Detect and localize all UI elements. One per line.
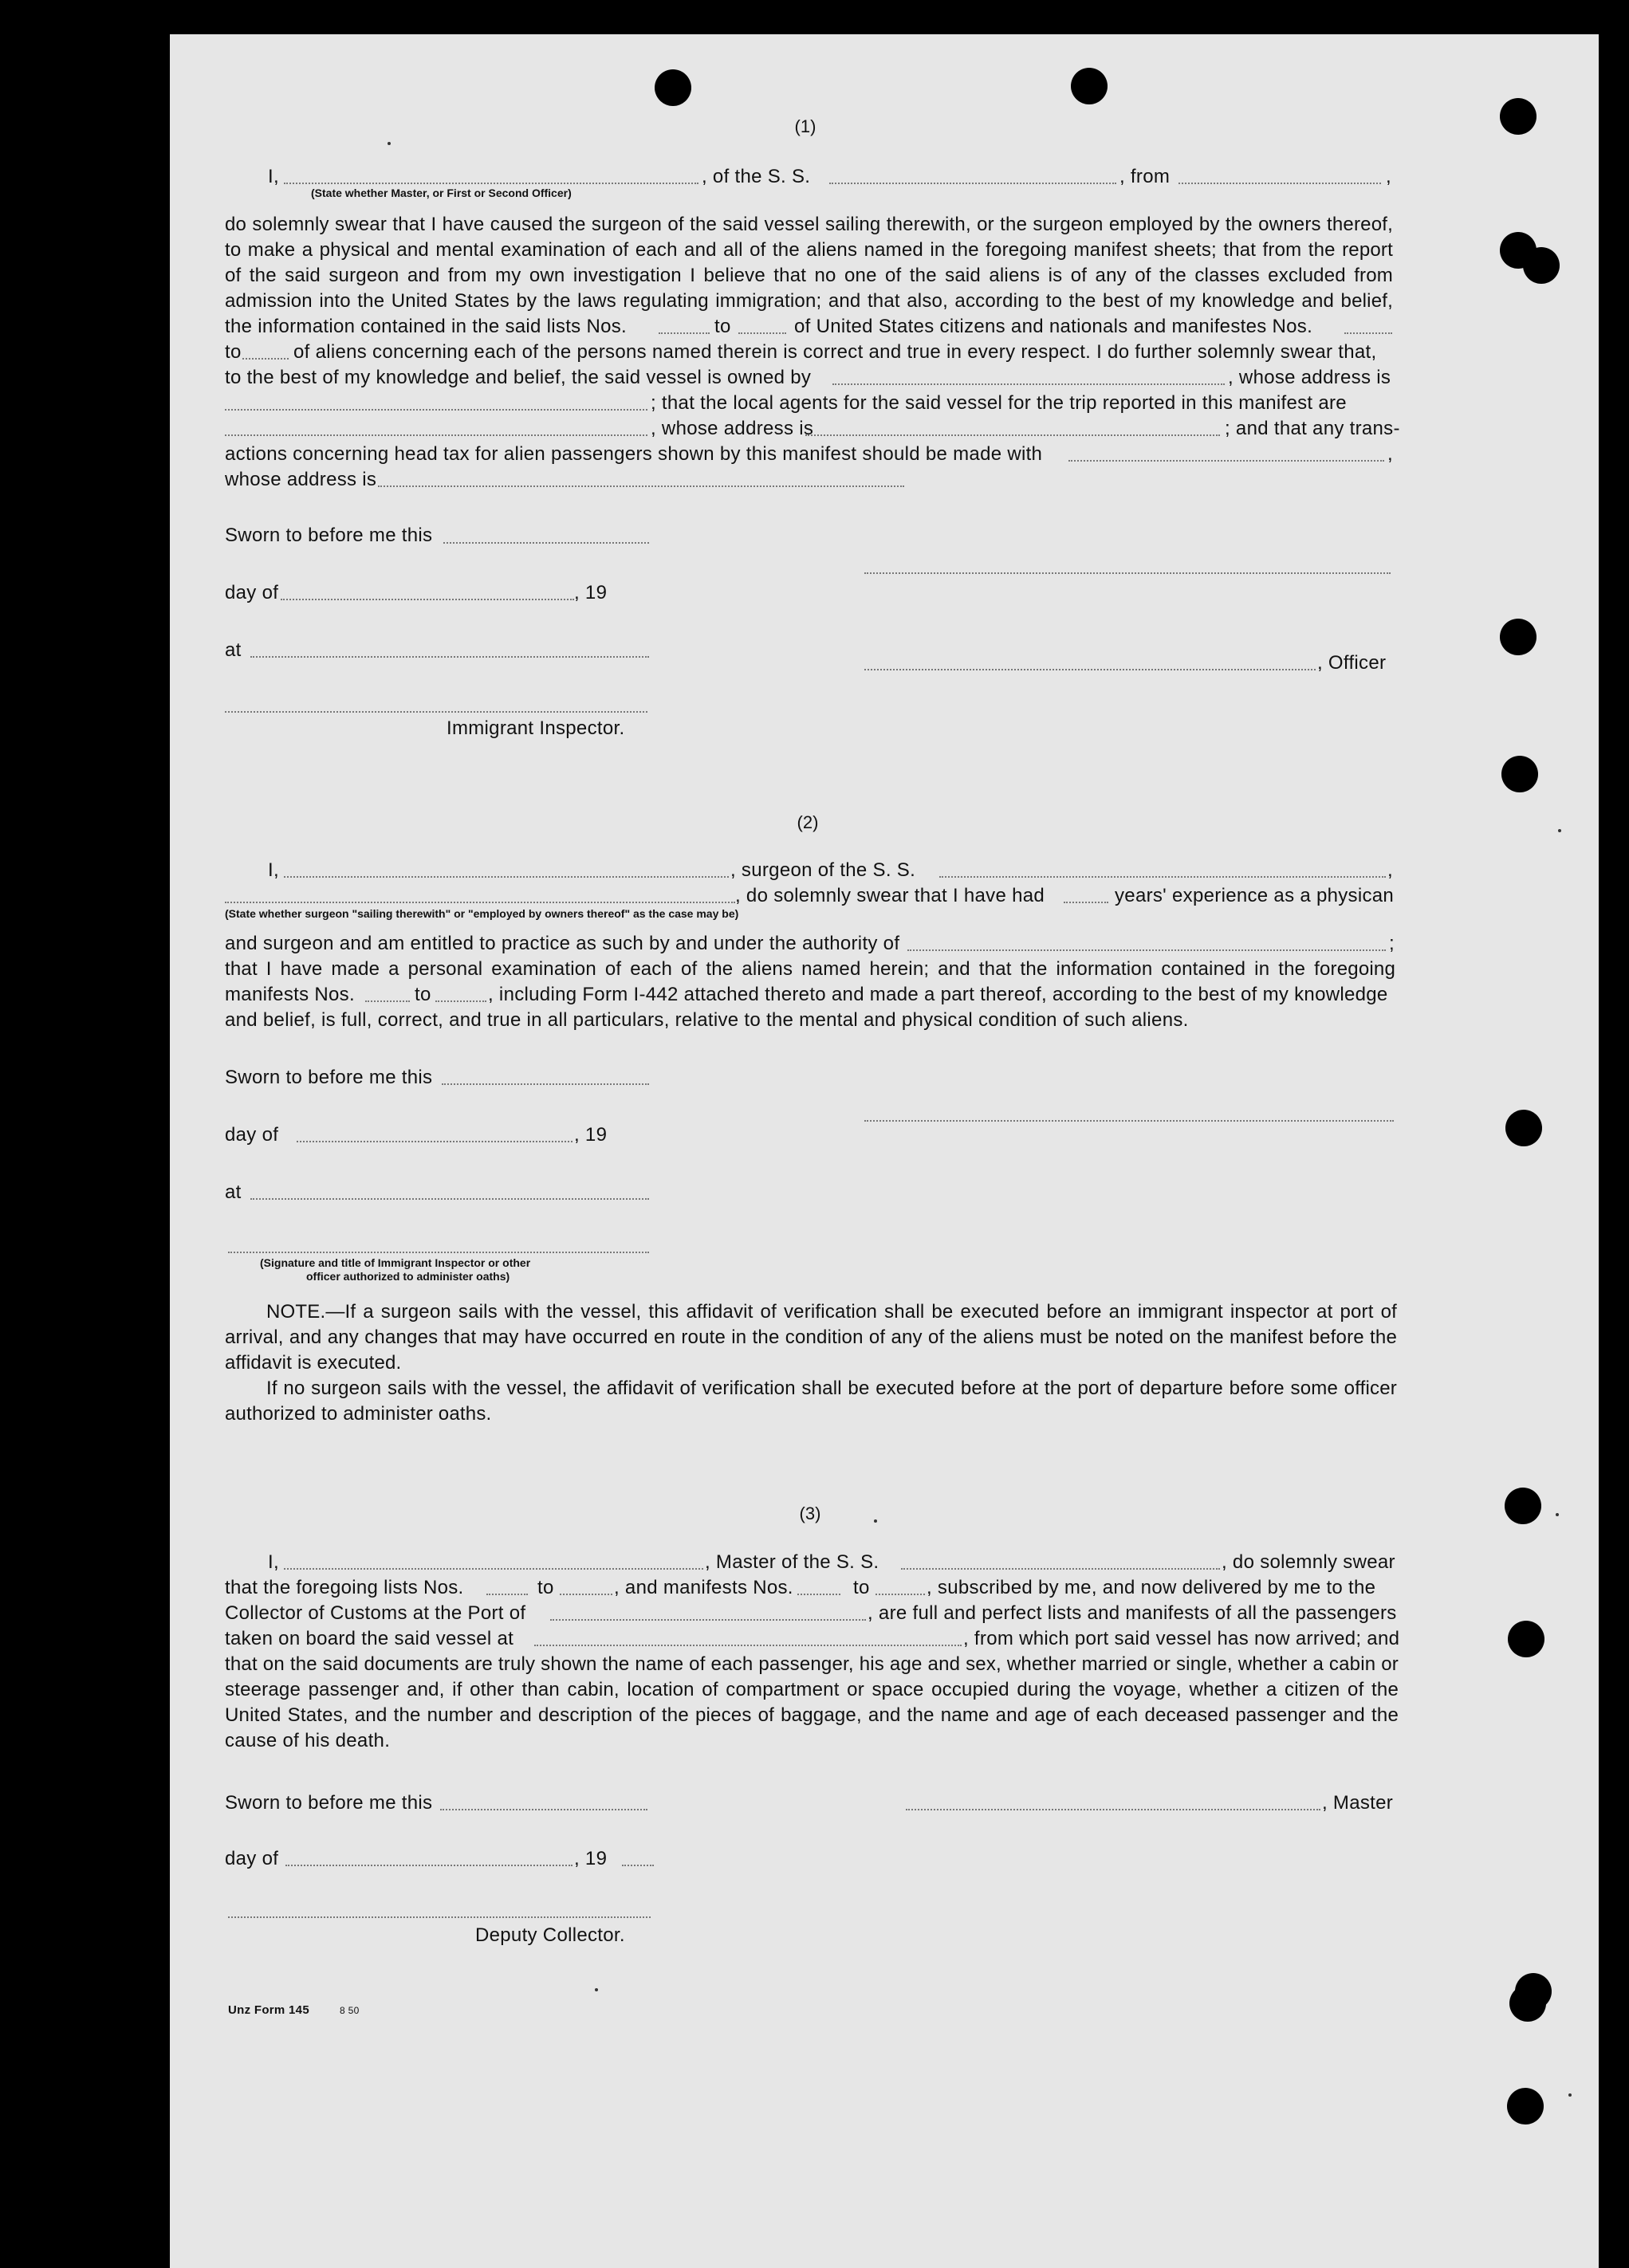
oath-text-line: to make a physical and mental examination of each and all of the aliens named in the foregoing manifest sheets; that from the report	[225, 239, 1393, 261]
oath-text: of aliens concerning each of the persons named therein is correct and true in every respect. I do further solemnly swear that,	[293, 341, 1377, 363]
oath-text: actions concerning head tax for alien passengers shown by this manifest should be made with	[225, 443, 1043, 465]
oath-text-line: that I have made a personal examination of each of the aliens named herein; and that the information contained in the foregoing	[225, 958, 1395, 980]
authority-field[interactable]	[907, 949, 1386, 951]
oath-text: Collector of Customs at the Port of	[225, 1602, 526, 1624]
vessel-name-field[interactable]	[901, 1568, 1220, 1570]
field-label: , from	[1119, 166, 1171, 187]
field-label: , of the S. S.	[702, 166, 811, 187]
field-label: , Master of the S. S.	[705, 1551, 879, 1573]
vessel-name-field[interactable]	[939, 876, 1386, 878]
speck	[874, 1519, 877, 1523]
jurat-label: , 19	[574, 582, 608, 603]
oath-text: cause of his death.	[225, 1730, 391, 1751]
list-to-field[interactable]	[738, 332, 786, 334]
punch-hole	[1500, 98, 1537, 135]
list-to-field[interactable]	[560, 1594, 612, 1595]
month-field[interactable]	[281, 599, 574, 600]
surgeon-name-field[interactable]	[284, 876, 729, 878]
oath-text: , and manifests Nos.	[614, 1577, 793, 1598]
oath-text: , do solemnly swear	[1222, 1551, 1395, 1573]
officer-signature-line[interactable]	[864, 572, 1391, 574]
punch-hole	[1505, 1488, 1541, 1524]
i-label: I,	[268, 166, 279, 187]
manifest-from-field[interactable]	[365, 1000, 410, 1002]
oath-text: to	[714, 316, 731, 337]
jurat-label: , 19	[574, 1124, 608, 1146]
speck	[1568, 2093, 1572, 2097]
punch-hole	[1500, 619, 1537, 655]
field-hint: (Signature and title of Immigrant Inspector or other	[260, 1256, 531, 1269]
manifest-to-field[interactable]	[242, 358, 289, 360]
oath-text: and belief, is full, correct, and true in all particulars, relative to the mental and physical condition of such aliens.	[225, 1009, 1189, 1031]
list-from-field[interactable]	[486, 1594, 528, 1595]
punch-hole	[1507, 2088, 1544, 2125]
head-tax-contact-field[interactable]	[1068, 460, 1384, 462]
oath-text-line: that on the said documents are truly shown the name of each passenger, his age and sex, whether married or single, whether a cabin or	[225, 1653, 1399, 1675]
oath-text: whose address is	[225, 469, 377, 490]
oath-text-line: steerage passenger and, if other than cabin, location of compartment or space occupied during the voyage, whether a citizen of the	[225, 1679, 1399, 1700]
officer-name-field[interactable]	[284, 183, 698, 184]
signature-caption: , Officer	[1317, 652, 1387, 674]
jurat-label: day of	[225, 1124, 279, 1146]
oath-text: the information contained in the said lists Nos.	[225, 316, 627, 337]
punch-hole	[1501, 756, 1538, 792]
oath-text: , are full and perfect lists and manifests of all the passengers	[868, 1602, 1397, 1624]
oath-text: taken on board the said vessel at	[225, 1628, 514, 1649]
jurat-label: Sworn to before me this	[225, 1067, 433, 1088]
oath-text: ; that the local agents for the said vessel for the trip reported in this manifest are	[651, 392, 1347, 414]
signature-caption: Immigrant Inspector.	[447, 717, 625, 739]
place-field[interactable]	[250, 1198, 649, 1200]
speck	[595, 1988, 598, 1991]
punch-hole	[1508, 1621, 1544, 1657]
master-name-field[interactable]	[284, 1568, 703, 1570]
i-label: I,	[268, 859, 279, 881]
manifest-to-field[interactable]	[875, 1594, 925, 1595]
oath-text: years' experience as a physican	[1115, 885, 1395, 906]
jurat-label: at	[225, 639, 242, 661]
field-hint: (State whether surgeon "sailing therewith" or "employed by owners thereof" as the case may be)	[225, 907, 739, 920]
punctuation: ,	[1387, 859, 1393, 881]
oath-text: to	[537, 1577, 554, 1598]
month-field[interactable]	[285, 1865, 573, 1866]
field-hint: (State whether Master, or First or Second Officer)	[311, 187, 572, 199]
oath-text-line: United States, and the number and description of the pieces of baggage, and the name and age of each deceased passenger and the	[225, 1704, 1399, 1726]
oath-text: , whose address is	[1228, 367, 1391, 388]
collector-signature-line[interactable]	[228, 1916, 651, 1918]
oath-text: that the foregoing lists Nos.	[225, 1577, 464, 1598]
punch-hole	[1505, 1110, 1542, 1146]
signature-caption: Deputy Collector.	[475, 1924, 625, 1946]
punch-hole	[655, 69, 691, 106]
punch-hole	[1515, 1973, 1552, 2010]
manifest-to-field[interactable]	[435, 1000, 486, 1002]
speck	[1558, 829, 1561, 832]
oath-text: to	[225, 341, 242, 363]
oath-text-line: do solemnly swear that I have caused the surgeon of the said vessel sailing therewith, or the surgeon employed by the owners thereof,	[225, 214, 1393, 235]
owner-field[interactable]	[832, 383, 1225, 385]
oath-text-line: admission into the United States by the laws regulating immigration; and that also, according to the best of my knowledge and belief,	[225, 290, 1393, 312]
sworn-day-field[interactable]	[442, 1083, 649, 1085]
owner-address-field[interactable]	[225, 409, 647, 411]
punch-hole	[1523, 247, 1560, 284]
surgeon-signature-line[interactable]	[864, 1120, 1394, 1122]
i-label: I,	[268, 1551, 279, 1573]
section-number: (1)	[794, 116, 816, 136]
oath-text: , from which port said vessel has now arrived; and	[963, 1628, 1400, 1649]
agents-field[interactable]	[225, 434, 647, 436]
form-date-code: 8 50	[340, 2005, 360, 2016]
oath-text: , whose address is	[651, 418, 814, 439]
speck	[388, 142, 391, 145]
surgeon-status-field[interactable]	[225, 902, 735, 903]
jurat-label: at	[225, 1181, 242, 1203]
jurat-label: Sworn to before me this	[225, 1792, 433, 1814]
signature-caption: , Master	[1322, 1792, 1394, 1814]
speck	[1556, 1513, 1559, 1516]
punctuation: ,	[1386, 166, 1391, 187]
from-port-field[interactable]	[1178, 183, 1381, 184]
jurat-label: , 19	[574, 1848, 608, 1869]
manifest-from-field[interactable]	[1344, 332, 1392, 334]
field-hint: officer authorized to administer oaths)	[306, 1270, 510, 1283]
punctuation: ;	[1389, 933, 1395, 954]
jurat-label: Sworn to before me this	[225, 525, 433, 546]
note-paragraph: If no surgeon sails with the vessel, the affidavit of verification shall be executed before at the port of departure before some officer authorized to administer oaths.	[225, 1378, 1397, 1425]
years-field[interactable]	[1064, 902, 1108, 903]
master-signature-line[interactable]	[906, 1809, 1320, 1810]
note-paragraph: NOTE.—If a surgeon sails with the vessel, this affidavit of verification shall be executed before an immigrant inspector at port of arrival, and any changes that may have occurred en route in the condition of any of the aliens must be noted on the manifest before the affidavit is executed.	[225, 1301, 1397, 1374]
oath-text: , do solemnly swear that I have had	[735, 885, 1045, 906]
oath-text: ; and that any trans-	[1225, 418, 1400, 439]
inspector-signature-line[interactable]	[228, 1252, 649, 1253]
oath-text: to	[853, 1577, 870, 1598]
port-field[interactable]	[550, 1619, 866, 1621]
section-number: (2)	[797, 812, 819, 832]
oath-text: of United States citizens and nationals and manifestes Nos.	[794, 316, 1313, 337]
oath-text: , including Form I-442 attached thereto and made a part thereof, according to the best of my knowledge	[488, 984, 1388, 1005]
agents-address-field[interactable]	[805, 434, 1220, 436]
year-field[interactable]	[622, 1865, 654, 1866]
section-number: (3)	[799, 1503, 821, 1523]
month-field[interactable]	[297, 1141, 573, 1142]
inspector-signature-line[interactable]	[225, 711, 647, 713]
manifest-from-field[interactable]	[797, 1594, 840, 1595]
field-label: , surgeon of the S. S.	[730, 859, 916, 881]
oath-text-line: of the said surgeon and from my own investigation I believe that no one of the said aliens is of any of the classes excluded from	[225, 265, 1393, 286]
sworn-day-field[interactable]	[443, 542, 649, 544]
punch-hole	[1071, 68, 1108, 104]
punctuation: ,	[1387, 443, 1393, 465]
oath-text: , subscribed by me, and now delivered by me to the	[927, 1577, 1376, 1598]
departure-port-field[interactable]	[534, 1645, 962, 1646]
oath-text: manifests Nos.	[225, 984, 355, 1005]
oath-text: and surgeon and am entitled to practice as such by and under the authority of	[225, 933, 900, 954]
place-field[interactable]	[250, 656, 649, 658]
jurat-label: day of	[225, 1848, 279, 1869]
oath-text: to the best of my knowledge and belief, the said vessel is owned by	[225, 367, 812, 388]
vessel-name-field[interactable]	[829, 183, 1116, 184]
list-from-field[interactable]	[659, 332, 710, 334]
oath-text: to	[415, 984, 431, 1005]
sworn-day-field[interactable]	[440, 1809, 647, 1810]
officer-title-line[interactable]	[864, 669, 1316, 670]
jurat-label: day of	[225, 582, 279, 603]
head-tax-address-field[interactable]	[378, 485, 904, 487]
form-number: Unz Form 145	[228, 2003, 309, 2017]
